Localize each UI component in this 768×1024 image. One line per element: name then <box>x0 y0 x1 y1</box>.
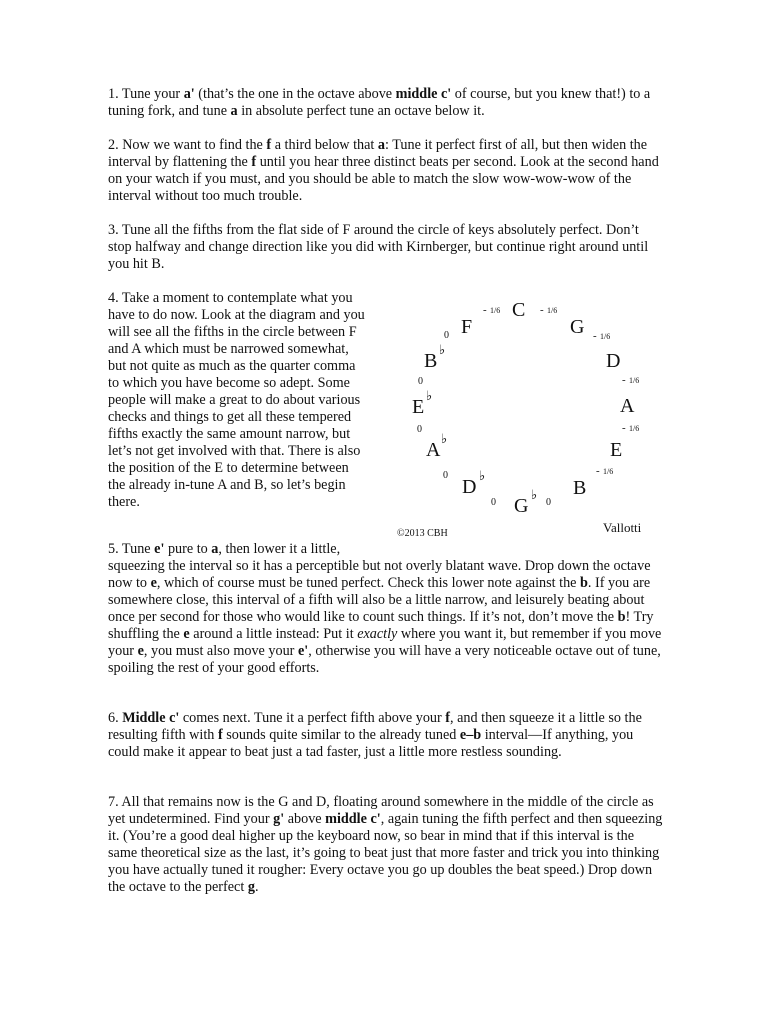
temper-f-c <box>483 304 500 316</box>
p7-text-e: . <box>254 879 259 895</box>
p6-bold-4: e–b <box>459 727 482 743</box>
p1-bold-1: a' <box>183 86 195 102</box>
note-ab: A <box>426 439 441 461</box>
p5-text-e: , which of course must be tuned perfect. Check this lower note against the <box>156 575 581 591</box>
minus-sign: - <box>622 422 626 434</box>
p7-text-c: above <box>284 811 326 827</box>
p6-text-a0: 6. <box>108 710 123 726</box>
note-a: A <box>620 395 635 417</box>
note-gb: G <box>514 495 529 517</box>
p4-text-a: 4. Take a moment to contemplate what you have to do now. Look at the diagram and you will see all the fifths in the circle between F and A which must be narrowed somewhat, but not quite as much as the quarter comma to which you have become so adept. Some people will make a great to do about various checks and things to get all these tempered fifths exactly the same amount narrow, but let’s not get involved with that. There is also the position of the E to determine between the already in-tune A and B, so let’s begin there. <box>108 290 365 510</box>
p5-bold-2: a <box>211 541 219 557</box>
p6-bold-3: f <box>217 727 223 743</box>
minus-sign: - <box>540 304 544 316</box>
p5-bold-1: e' <box>154 541 165 557</box>
fraction: 1/6 <box>490 306 501 315</box>
pure-ab-eb: 0 <box>417 424 422 435</box>
temper-e-b <box>596 465 613 477</box>
p1-text-e: in absolute perfect tune an octave below it. <box>237 103 485 119</box>
p7-text-a: 7. All that remains now is the G and D, floating around somewhere in the middle of the circle as yet undetermined. Find your <box>108 794 654 827</box>
p7-bold-3: g <box>247 879 255 895</box>
p1-bold-2: middle c' <box>395 86 452 102</box>
fraction: 1/6 <box>603 467 614 476</box>
paragraph-2 <box>108 137 664 205</box>
p1-text-a: 1. Tune your <box>108 86 184 102</box>
p6-text-d: , and then squeeze it a little so the resulting fifth with <box>108 710 642 743</box>
paragraph-4 <box>108 290 366 511</box>
p5-text-h: around a little instead: Put it <box>189 626 358 642</box>
p5-bold-7: e <box>137 643 144 659</box>
fraction: 1/6 <box>629 424 640 433</box>
p5-bold-3: e <box>150 575 157 591</box>
note-c: C <box>512 299 526 321</box>
minus-sign: - <box>622 374 626 386</box>
p6-bold-1: Middle c' <box>122 710 180 726</box>
p5-bold-4: b <box>580 575 588 591</box>
note-g: G <box>570 316 585 338</box>
pure-gb-db: 0 <box>491 497 496 508</box>
temper-g-d <box>593 330 610 342</box>
flat-bb: ♭ <box>439 342 446 357</box>
p7-text-d: , again tuning the fifth perfect and then squeezing it. (You’re a good deal higher up the keyboard now, so bear in mind that if this interval is the same theoretical size as the last, it’s going to beat just that more faster and trick you into thinking you have actually tuned it rougher: Every octave you go up doubles the beat speed.) Drop down the octave to the perfect <box>108 811 663 895</box>
p3-text-a: 3. Tune all the fifths from the flat side of F around the circle of keys absolutely perfect. Don’t stop halfway and change direction like you did with Kirnberger, but continue right around until you hit B. <box>108 222 649 272</box>
p1-text-c: (that’s the one in the octave above <box>194 86 396 102</box>
p1-text-d: of course, but you knew that!) to a tuning fork, and tune <box>108 86 651 119</box>
p2-bold-3: f <box>251 154 257 170</box>
pure-eb-bb: 0 <box>418 376 423 387</box>
paragraph-6 <box>108 710 664 761</box>
p6-text-c: comes next. Tune it a perfect fifth above your <box>179 710 446 726</box>
p5-text-k: , you must also move your <box>143 643 298 659</box>
copyright: ©2013 CBH <box>397 528 448 539</box>
p5-italic-1: exactly <box>357 626 398 642</box>
note-e: E <box>610 439 623 461</box>
p2-bold-1: f <box>266 137 272 153</box>
p5-bold-6: e <box>183 626 190 642</box>
pure-b-gb: 0 <box>546 497 551 508</box>
minus-sign: - <box>483 304 487 316</box>
p2-text-a: 2. Now we want to find the <box>108 137 267 153</box>
p6-bold-2: f <box>445 710 451 726</box>
p6-text-f: interval—If anything, you could make it appear to beat just a tad faster, just a little more restless sounding. <box>108 727 634 760</box>
p2-text-c: a third below that <box>271 137 378 153</box>
p5-bold-8: e' <box>297 643 309 659</box>
p1-bold-3: a <box>230 103 238 119</box>
pure-bb-f: 0 <box>444 330 449 341</box>
note-d: D <box>606 350 621 372</box>
p5-text-c: pure to <box>164 541 212 557</box>
p2-bold-2: a <box>377 137 386 153</box>
p5-text-l: , otherwise you will have a very noticeable octave out of tune, spoiling the rest of your good efforts. <box>108 643 661 676</box>
minus-sign: - <box>596 465 600 477</box>
note-eb: E <box>412 396 425 418</box>
p5-text-a: 5. Tune <box>108 541 155 557</box>
p2-text-d: : Tune it perfect first of all, but then widen the interval by flattening the <box>108 137 648 170</box>
note-f: F <box>461 316 473 338</box>
p5-bold-5: b <box>617 609 626 625</box>
fraction: 1/6 <box>547 306 558 315</box>
p5-text-f: . If you are somewhere close, this interval of a fifth will also be a little narrow, and leisurely beating about once per second for those who would like to count such things. If it’s not, don’t move the <box>108 575 651 625</box>
note-b: B <box>573 477 587 499</box>
p7-bold-2: middle c' <box>325 811 381 827</box>
flat-ab: ♭ <box>441 431 448 446</box>
paragraph-3 <box>108 222 664 273</box>
p6-text-e: sounds quite similar to the already tuned <box>222 727 460 743</box>
p7-bold-1: g' <box>273 811 285 827</box>
fraction: 1/6 <box>600 332 611 341</box>
flat-db: ♭ <box>479 468 486 483</box>
fraction: 1/6 <box>629 376 640 385</box>
temper-a-e <box>622 422 639 434</box>
p2-text-e: until you hear three distinct beats per second. Look at the second hand on your watch if you must, and you should be able to match the slow wow-wow-wow of the interval without too much trouble. <box>108 154 659 204</box>
note-db: D <box>462 476 477 498</box>
paragraph-7 <box>108 794 664 896</box>
pure-db-ab: 0 <box>443 470 448 481</box>
paragraph-5 <box>108 541 664 677</box>
temper-d-a <box>622 374 639 386</box>
paragraph-1 <box>108 86 664 120</box>
minus-sign: - <box>593 330 597 342</box>
flat-gb: ♭ <box>531 487 538 502</box>
note-bb: B <box>424 350 438 372</box>
temper-c-g <box>540 304 557 316</box>
p5-text-g: ! Try shuffling the <box>108 609 654 642</box>
diagram-title: Vallotti <box>603 520 642 535</box>
p5-text-j: where you want it, but remember if you move your <box>108 626 662 659</box>
p5-text-d: , then lower it a little, squeezing the interval so it has a perceptible but not overly blatant wave. Drop down the octave now to <box>108 541 651 591</box>
flat-eb: ♭ <box>426 388 433 403</box>
